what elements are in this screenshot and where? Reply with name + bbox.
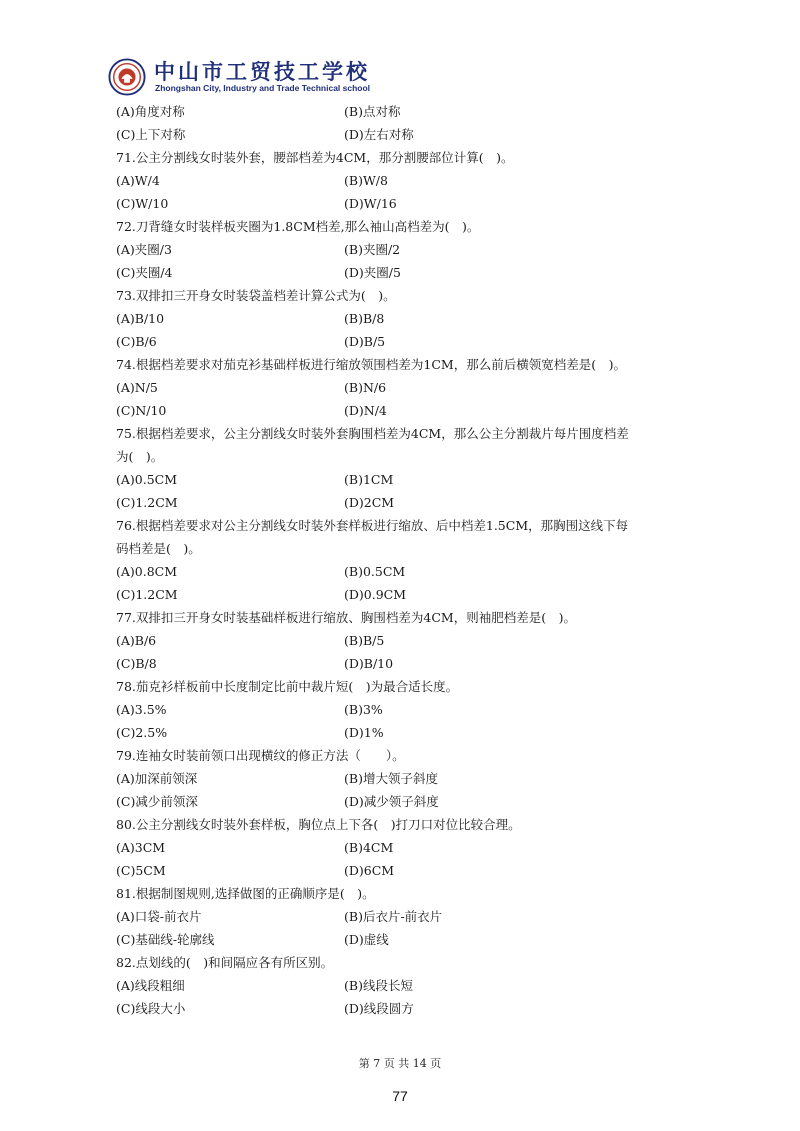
question-stem: 74.根据档差要求对茄克衫基础样板进行缩放领围档差为1CM，那么前后横领宽档差是( )。: [116, 357, 626, 372]
option-c: (C)B/6: [116, 334, 157, 349]
option-row: [116, 652, 696, 675]
school-name-cn: 中山市工贸技工学校: [154, 60, 370, 84]
option-row: [116, 629, 696, 652]
question-stem: 78.茄克衫样板前中长度制定比前中裁片短( )为最合适长度。: [116, 679, 459, 694]
school-name-en: Zhongshan City, Industry and Trade Technical school: [155, 83, 371, 93]
option-b: (B)4CM: [344, 840, 394, 855]
school-emblem-icon: [108, 58, 146, 96]
question-list: [116, 100, 696, 1020]
option-c: (C)线段大小: [116, 1001, 186, 1016]
option-a: (A)角度对称: [116, 104, 185, 119]
option-row: [116, 261, 696, 284]
option-a: (A)口袋-前衣片: [116, 909, 202, 924]
option-row: [116, 721, 696, 744]
question-stem: 76.根据档差要求对公主分割线女时装外套样板进行缩放、后中档差1.5CM，那胸围这线下每: [116, 518, 629, 533]
option-row: [116, 974, 696, 997]
option-c: (C)W/10: [116, 196, 169, 211]
question-stem: 82.点划线的( )和间隔应各有所区别。: [116, 955, 334, 970]
option-d: (D)左右对称: [344, 127, 414, 142]
option-c: (C)上下对称: [116, 127, 186, 142]
question-stem-continued: 为( )。: [116, 449, 164, 464]
option-d: (D)6CM: [344, 863, 395, 878]
option-b: (B)0.5CM: [344, 564, 406, 579]
option-row: [116, 100, 696, 123]
option-d: (D)N/4: [344, 403, 387, 418]
option-row: [116, 928, 696, 951]
page-number: 77: [392, 1088, 408, 1104]
option-row: [116, 859, 696, 882]
option-c: (C)基础线-轮廓线: [116, 932, 215, 947]
option-d: (D)B/10: [344, 656, 394, 671]
option-a: (A)B/6: [116, 633, 157, 648]
option-row: [116, 560, 696, 583]
option-b: (B)夹圈/2: [344, 242, 401, 257]
option-row: [116, 307, 696, 330]
option-c: (C)B/8: [116, 656, 157, 671]
question-stem: 75.根据档差要求，公主分割线女时装外套胸围档差为4CM，那么公主分割裁片每片围度档差: [116, 426, 629, 441]
question-stem: 80.公主分割线女时装外套样板，胸位点上下各( )打刀口对位比较合理。: [116, 817, 521, 832]
option-row: [116, 767, 696, 790]
option-row: [116, 399, 696, 422]
option-b: (B)点对称: [344, 104, 401, 119]
option-c: (C)1.2CM: [116, 495, 178, 510]
option-row: [116, 330, 696, 353]
option-d: (D)B/5: [344, 334, 386, 349]
option-row: [116, 238, 696, 261]
option-d: (D)2CM: [344, 495, 395, 510]
option-d: (D)线段圆方: [344, 1001, 414, 1016]
option-a: (A)N/5: [116, 380, 158, 395]
option-b: (B)后衣片-前衣片: [344, 909, 443, 924]
option-row: [116, 491, 696, 514]
question-stem: 77.双排扣三开身女时装基础样板进行缩放、胸围档差为4CM，则袖肥档差是( )。: [116, 610, 576, 625]
option-c: (C)5CM: [116, 863, 166, 878]
option-c: (C)1.2CM: [116, 587, 178, 602]
option-row: [116, 123, 696, 146]
option-b: (B)B/5: [344, 633, 385, 648]
option-d: (D)虚线: [344, 932, 389, 947]
option-a: (A)3.5%: [116, 702, 167, 717]
option-b: (B)B/8: [344, 311, 385, 326]
option-b: (B)增大领子斜度: [344, 771, 438, 786]
option-c: (C)N/10: [116, 403, 167, 418]
option-row: [116, 997, 696, 1020]
option-row: [116, 905, 696, 928]
page-footer: 第 7 页 共 14 页: [358, 1057, 442, 1070]
option-c: (C)2.5%: [116, 725, 168, 740]
option-row: [116, 376, 696, 399]
option-d: (D)W/16: [344, 196, 397, 211]
option-b: (B)W/8: [344, 173, 388, 188]
option-b: (B)3%: [344, 702, 383, 717]
option-d: (D)减少领子斜度: [344, 794, 439, 809]
option-c: (C)减少前领深: [116, 794, 198, 809]
option-a: (A)夹圈/3: [116, 242, 172, 257]
option-b: (B)N/6: [344, 380, 387, 395]
option-d: (D)1%: [344, 725, 384, 740]
question-stem: 79.连袖女时装前领口出现横纹的修正方法（ ）。: [116, 748, 405, 763]
question-stem: 73.双排扣三开身女时装袋盖档差计算公式为( )。: [116, 288, 396, 303]
option-a: (A)0.8CM: [116, 564, 178, 579]
question-stem-continued: 码档差是( )。: [116, 541, 201, 556]
option-a: (A)B/10: [116, 311, 165, 326]
question-stem: 81.根据制图规则,选择做图的正确顺序是( )。: [116, 886, 375, 901]
option-row: [116, 468, 696, 491]
option-row: [116, 836, 696, 859]
option-row: [116, 790, 696, 813]
option-d: (D)0.9CM: [344, 587, 407, 602]
option-row: [116, 698, 696, 721]
option-row: [116, 192, 696, 215]
option-b: (B)1CM: [344, 472, 394, 487]
option-a: (A)3CM: [116, 840, 166, 855]
option-a: (A)W/4: [116, 173, 160, 188]
questions: [116, 146, 696, 1020]
question-stem: 72.刀背缝女时装样板夹圈为1.8CM档差,那么袖山高档差为( )。: [116, 219, 480, 234]
question-stem: 71.公主分割线女时装外套，腰部档差为4CM，那分割腰部位计算( )。: [116, 150, 514, 165]
option-c: (C)夹圈/4: [116, 265, 173, 280]
option-row: [116, 583, 696, 606]
option-a: (A)线段粗细: [116, 978, 185, 993]
option-a: (A)加深前领深: [116, 771, 198, 786]
option-d: (D)夹圈/5: [344, 265, 401, 280]
option-row: [116, 169, 696, 192]
option-b: (B)线段长短: [344, 978, 413, 993]
option-a: (A)0.5CM: [116, 472, 178, 487]
